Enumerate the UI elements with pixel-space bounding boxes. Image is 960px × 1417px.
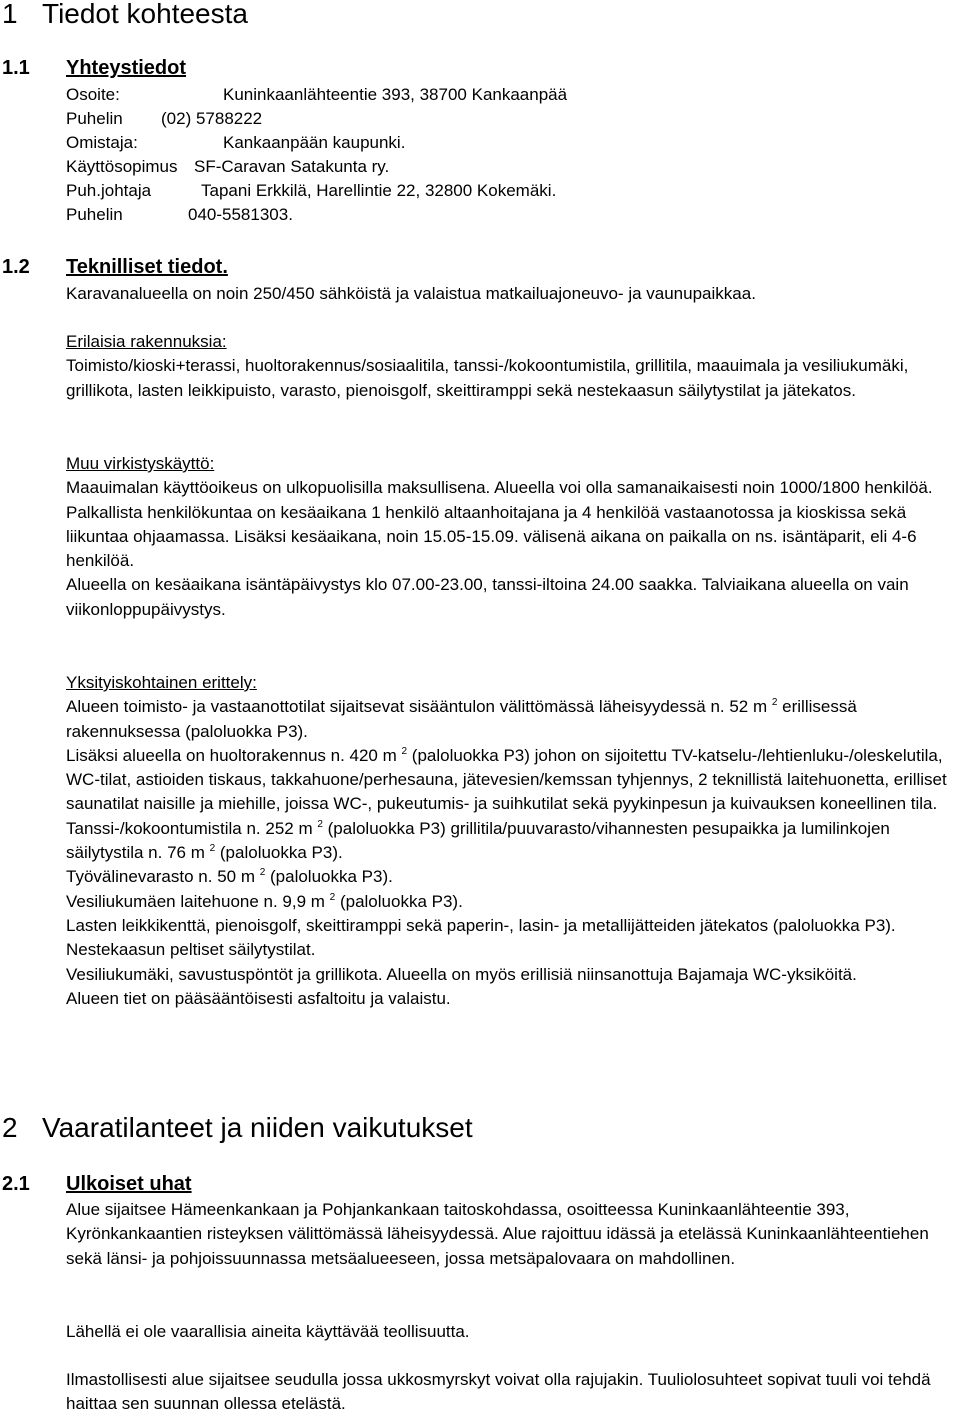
contact-value: (02) 5788222 <box>161 109 263 128</box>
contact-value: 040-5581303. <box>188 205 293 224</box>
contact-row-address <box>66 83 567 107</box>
heading-2 <box>2 1111 473 1145</box>
contact-label: Puhelin <box>66 109 123 128</box>
detail-office: Alueen toimisto- ja vastaanottotilat sijaitsevat sisääntulon välittömässä läheisyydessä n. 52 m $^2$ erillisessä rakennuksessa (paloluokka P3). <box>66 697 857 741</box>
recreation-capacity: Maauimalan käyttöoikeus on ulkopuolisilla maksullisena. Alueella voi olla samanaikaisesti noin 1000/1800 henkilöä. <box>66 478 933 498</box>
recreation-heading: Muu virkistyskäyttö: <box>66 454 215 473</box>
external-threats-text <box>66 1198 958 1271</box>
detail-gas-storage: Nestekaasun peltiset säilytystilat. <box>66 940 316 960</box>
threats-industry: Lähellä ei ole vaarallisia aineita käyttävää teollisuutta. <box>66 1322 470 1341</box>
detail-playground: Lasten leikkikenttä, pienoisgolf, skeittiramppi sekä paperin-, lasin- ja metallijätteiden jätekatos (paloluokka P3). <box>66 915 896 935</box>
threats-weather-block <box>66 1368 958 1417</box>
buildings-heading: Erilaisia rakennuksia: <box>66 332 227 351</box>
recreation-staff: Palkallista henkilökuntaa on kesäaikana 1 henkilö altaanhoitajana ja 4 henkilöä vastaanotossa ja kioskissa sekä liikuntaa ohjaamassa. Lisäksi kesäaikana, noin 15.05-15.09. välisenä aikana on paikalla on ns. isäntäparit, eli 4-6 henkilöä. <box>66 502 917 571</box>
buildings-text: Toimisto/kioski+terassi, huoltorakennus/sosiaalitila, tanssi-/kokoontumistila, grillitila, maauimala ja vesiliukumäki, grillikota, lasten leikkipuisto, varasto, pienoisgolf, skeittiramppi sekä nestekaasun säilytystilat ja jätekatos. <box>66 356 909 400</box>
contact-label: Puh.johtaja <box>66 181 152 200</box>
heading-2-title: Vaaratilanteet ja niiden vaikutukset <box>42 1112 473 1143</box>
detail-section <box>66 671 958 1011</box>
threats-location: Alue sijaitsee Hämeenkankaan ja Pohjankankaan taitoskohdassa, osoitteessa Kuninkaanlähteentie 393, Kyrönkankaantien risteyksen välittömässä läheisyydessä. Alue rajoittuu idässä ja etelässä Kuninkaanlähteentiehen sekä länsi- ja pohjoissuunnassa metsäalueeseen, jossa metsäpalovaara on mahdollinen. <box>66 1200 929 1268</box>
contact-label: Omistaja: <box>66 133 138 152</box>
contact-row-agreement <box>66 155 389 179</box>
contact-row-phone <box>66 107 262 131</box>
heading-2-number: 2 <box>2 1112 18 1143</box>
detail-tool-storage: Työvälinevarasto n. 50 m $^2$ (paloluokka P3). <box>66 867 393 887</box>
detail-slide-equipment: Vesiliukumäen laitehuone n. 9,9 m $^2$ (paloluokka P3). <box>66 891 463 911</box>
detail-roads: Alueen tiet on pääsääntöisesti asfaltoitu ja valaistu. <box>66 988 451 1008</box>
contact-value: SF-Caravan Satakunta ry. <box>194 157 390 176</box>
heading-1 <box>2 0 248 31</box>
contact-row-owner <box>66 131 405 155</box>
detail-slide-smokers: Vesiliukumäki, savustuspöntöt ja grillikota. Alueella on myös erillisiä niinsanottuja Bajamaja WC-yksiköitä. <box>66 964 857 984</box>
buildings-section <box>66 330 958 403</box>
threats-weather: Ilmastollisesti alue sijaitsee seudulla jossa ukkosmyrskyt voivat olla rajujakin. Tuuliolosuhteet sopivat tuuli voi tehdä haittaa sen suunnan ollessa etelästä. <box>66 1370 931 1414</box>
contact-value: Tapani Erkkilä, Harellintie 22, 32800 Kokemäki. <box>201 181 557 200</box>
heading-1-2 <box>2 254 228 280</box>
recreation-section <box>66 452 958 622</box>
recreation-duty: Alueella on kesäaikana isäntäpäivystys klo 07.00-23.00, tanssi-iltoina 24.00 saakka. Talviaikana alueella on vain viikonloppupäivystys. <box>66 575 909 619</box>
heading-1-title: Tiedot kohteesta <box>42 0 248 29</box>
heading-2-1 <box>2 1171 192 1197</box>
heading-1-2-title: Teknilliset tiedot. <box>66 256 228 278</box>
heading-1-1-title: Yhteystiedot <box>66 57 187 79</box>
contact-row-chair <box>66 179 556 203</box>
tech-intro: Karavanalueella on noin 250/450 sähköistä ja valaistua matkailuajoneuvo- ja vaunupaikkaa. <box>66 284 756 303</box>
heading-2-1-number: 2.1 <box>2 1173 30 1195</box>
contact-value: Kuninkaanlähteentie 393, 38700 Kankaanpää <box>223 85 568 104</box>
contact-value: Kankaanpään kaupunki. <box>223 133 406 152</box>
detail-dance-hall: Tanssi-/kokoontumistila n. 252 m $^2$ (paloluokka P3) grillitila/puuvarasto/vihannesten pesupaikka ja lumilinkojen säilytystila n. 76 m $^2$ (paloluokka P3). <box>66 818 890 863</box>
contact-label: Osoite: <box>66 85 120 104</box>
threats-industry-block <box>66 1320 958 1344</box>
heading-1-1 <box>2 55 186 81</box>
heading-1-2-number: 1.2 <box>2 256 30 278</box>
detail-heading: Yksityiskohtainen erittely: <box>66 673 257 692</box>
contact-label: Puhelin <box>66 205 123 224</box>
detail-service-building: Lisäksi alueella on huoltorakennus n. 420 m $^2$ (paloluokka P3) johon on sijoitettu TV-katselu-/lehtienluku-/oleskelutila, WC-tilat, astioiden tiskaus, takkahuone/perhesauna, jätevesien/kemssan tyhjennys, 2 teknillistä laitehuonetta, erilliset saunatilat naisille ja miehille, joissa WC-, pukeutumis- ja suihkutilat sekä pyykinpesun ja kuivauksen koneellinen tila. <box>66 745 947 814</box>
heading-1-1-number: 1.1 <box>2 57 30 79</box>
contact-row-chair-phone <box>66 203 293 227</box>
heading-2-1-title: Ulkoiset uhat <box>66 1173 192 1195</box>
heading-1-number: 1 <box>2 0 18 29</box>
contact-label: Käyttösopimus <box>66 157 178 176</box>
